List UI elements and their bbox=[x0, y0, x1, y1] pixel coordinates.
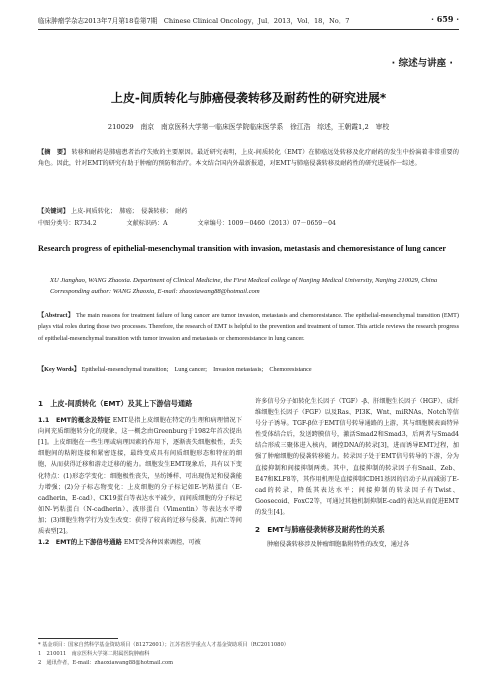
right-column bbox=[255, 396, 459, 550]
footnote-funding: * 基金项目：国家自然科学基金资助项目（81272601）；江苏省医学重点人才基金资助项目（RC2011080） bbox=[38, 642, 289, 648]
article-number: 文章编号：1009－0460（2013）07－0659－04 bbox=[197, 220, 336, 227]
english-abstract-label: 【Abstract】 bbox=[38, 312, 75, 319]
subsection-heading-1-2: 1.2 EMT的上下游信号通路 bbox=[38, 538, 122, 547]
footnote-affiliation: 1 210011 南京医科大学第二附属医院肿瘤科 bbox=[38, 651, 150, 657]
class-number: 中图分类号：R734.2 bbox=[38, 220, 97, 227]
paragraph: EMT受各种因素调控，可被 bbox=[123, 539, 201, 547]
subsection-heading-1-1: 1.1 EMT的概念及特征 bbox=[38, 416, 111, 425]
column-tag: · 综述与讲座 · bbox=[391, 58, 453, 69]
english-keywords bbox=[38, 364, 459, 373]
page-number: · 659 · bbox=[431, 14, 459, 24]
english-abstract-text: The main reasons for treatment failure of lung cancer are tumor invasion, metastasis and chemoresistance. The epithelial-mesenchymal transition (EMT) plays vital roles during those two processes. Therefore, the research of EMT is helpful to the prevention and treatment of tumor. This article reviews the research progress of epithelial-mesenchymal transition with tumor invasion and metastasis or chemoresistance in lung cancer. bbox=[38, 312, 459, 342]
article-title: 上皮-间质转化与肺癌侵袭转移及耐药性的研究进展* bbox=[110, 91, 387, 105]
document-code: 文献标识码：A bbox=[126, 220, 168, 227]
running-header bbox=[38, 14, 459, 26]
keywords-cn bbox=[38, 207, 459, 218]
english-title: Research progress of epithelial-mesenchymal transition with invasion, metastasis and chemoresistance of lung cancer bbox=[38, 244, 447, 253]
english-authors: XU Jianghao, WANG Zhaoxia. Department of Clinical Medicine, the First Medical college of Nanjing Medical University, Nanjing 210029, China bbox=[50, 277, 438, 284]
abstract-cn-text: 转移和耐药是肺癌患者治疗失败的主要原因。最近研究表明，上皮-间质转化（EMT）在肺癌远处转移及化疗耐药的发生中扮演着非常重要的角色。因此，针对EMT的研究有助于肿瘤的预防和治疗。本文结合国内外最新报道，对EMT与肺癌侵袭转移及耐药性的研究进展作一综述。 bbox=[38, 149, 459, 167]
english-affiliation bbox=[50, 275, 450, 298]
abstract-cn bbox=[38, 148, 459, 169]
english-keywords-text: Epithelial-mesenchymal transition; Lung cancer; Invasion metastasis; Chemoresistance bbox=[81, 366, 312, 373]
english-abstract bbox=[38, 310, 459, 344]
keywords-cn-label: 【关键词】 bbox=[38, 208, 69, 215]
corresponding-author: Corresponding author: WANG Zhaoxia, E-mail: zhaoxiawang88@hotmail.com bbox=[50, 288, 260, 296]
section-heading-1: 1 上皮-间质转化（EMT）及其上下游信号通路 bbox=[38, 399, 193, 408]
english-keywords-label: 【Key Words】 bbox=[38, 366, 80, 373]
section-heading-2: 2 EMT与肺癌侵袭转移及耐药性的关系 bbox=[255, 525, 385, 535]
classification-info bbox=[38, 219, 459, 230]
paragraph: 肿瘤侵袭转移涉及肿瘤细胞黏附特性的改变，通过各 bbox=[267, 541, 410, 549]
paragraph: EMT是指上皮细胞在特定的生理和病理情况下向间充质细胞转分化的现象，这一概念由Greenburg于1982年首次提出[1]。上皮细胞在一些生理或病理因素的作用下，逐渐丧失细胞极性，丢失细胞间的粘附连接和紧密连接，最终变成具有间质细胞形态和特征的细胞，从而获得迁移和游走迁移的能力。细胞发生EMT现象后，具有以下变化特点：(1)形态学变化：细胞极性丧失，呈纺锤样、可出现伪足和侵袭能力增强；(2)分子标志物变化：上皮细胞的分子标记如E-钙粘蛋白（E-cadherin，E-cad）、CK19蛋白等表达水平减少，而间质细胞的分子标记如N-钙粘蛋白（N-cadherin）、波形蛋白（Vimentin）等表达水平增加；(3)细胞生物学行为发生改变：获得了较高的迁移与侵袭、抗凋亡等间质表型[2]。 bbox=[38, 417, 243, 536]
journal-info: 临床肿瘤学杂志2013年7月第18卷第7期 Chinese Clinical Oncology，Jul．2013，Vol．18，No．7 bbox=[38, 17, 350, 25]
header-rule bbox=[38, 29, 459, 30]
paragraph: 许多信号分子如转化生长因子（TGF）-β、肝细胞生长因子（HGF）、成纤维细胞生长因子（FGF）以及Ras、PI3K、Wnt、miRNAs、Notch等信号分子诱导。TGF-β位于EMT信号转导通路的上游，其与细胞膜表面特异性受体结合后，发送跨膜信号，激活Smad2和Smad3，后两者与Smad4结合形成三聚体进入核内，调控DNA的转录[3]，进而诱导EMT过程，加强了肿瘤细胞的侵袭转移能力。转录因子处于EMT信号转导的下游，分为直接抑制和间接抑制两类。其中，直接抑制的转录因子有Snail、Zeb、E47和KLF8等，其作用机理是直接抑制CDH1基因的启动子从而减弱了E-cad的转录，降低其表达水平；间接抑制的转录因子有Twist、Goosecoid、FoxC2等，可通过其他机制抑制E-cad的表达从而促进EMT的发生[4]。 bbox=[255, 398, 459, 516]
footnote-rule bbox=[38, 638, 118, 639]
abstract-cn-label: 【摘 要】 bbox=[38, 149, 70, 156]
keywords-cn-text: 上皮-间质转化； 肺癌； 侵袭转移； 耐药 bbox=[70, 208, 188, 215]
authors-affiliation: 210029 南京 南京医科大学第一临床医学院临床医学系 徐江浩 综述，王朝霞1,2 审校 bbox=[107, 123, 390, 131]
footnote-correspondence: 2 通讯作者，E-mail：zhaoxiawang88@hotmail.com bbox=[38, 660, 174, 666]
left-column bbox=[38, 396, 242, 548]
footnotes bbox=[38, 641, 459, 668]
